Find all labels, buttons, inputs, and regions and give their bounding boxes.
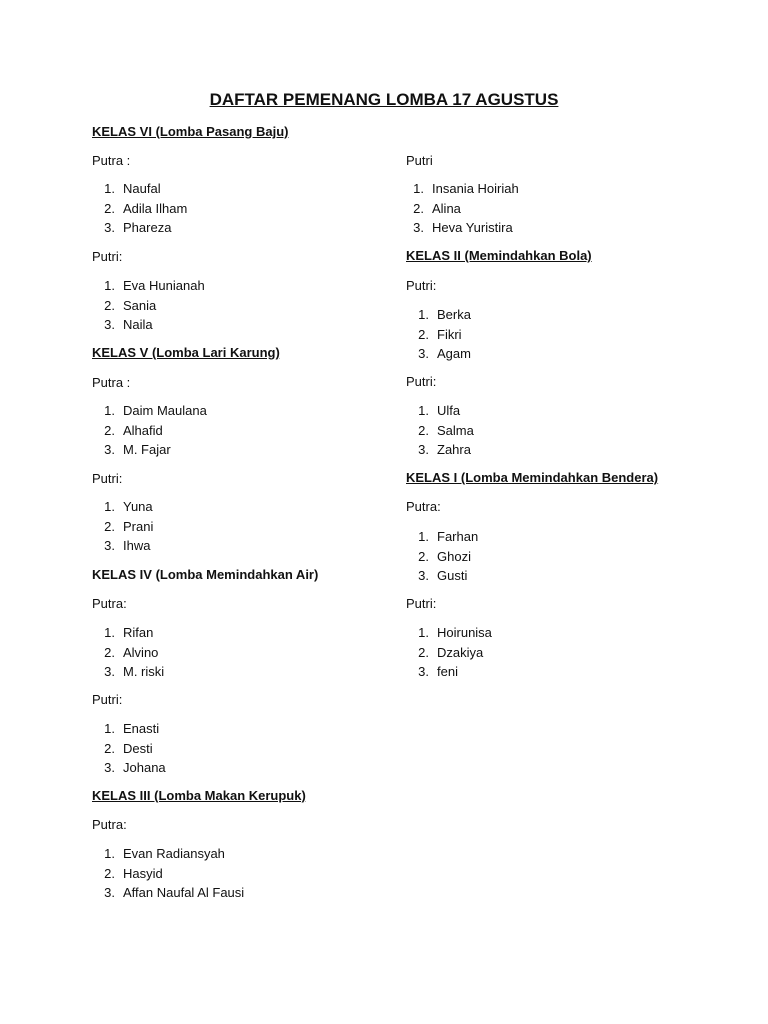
kelas-6-putri-label: Putri: [92, 249, 123, 264]
kelas-2-heading: KELAS II (Memindahkan Bola) [406, 248, 592, 263]
kelas-4-putri-label: Putri: [92, 692, 123, 707]
kelas-5-heading: KELAS V (Lomba Lari Karung) [92, 345, 280, 360]
document-title: DAFTAR PEMENANG LOMBA 17 AGUSTUS [209, 90, 559, 109]
kelas-5-putra-label: Putra : [92, 375, 131, 390]
kelas-4-heading: KELAS IV (Lomba Memindahkan Air) [92, 567, 319, 582]
kelas-1-putra-label: Putra: [406, 499, 441, 514]
kelas-6-heading: KELAS VI (Lomba Pasang Baju) [92, 124, 289, 139]
kelas-3-heading: KELAS III (Lomba Makan Kerupuk) [92, 788, 306, 803]
kelas-4-putra-label: Putra: [92, 596, 127, 611]
kelas-3-putra-label: Putra: [92, 817, 127, 832]
kelas-6-putri-extra-label: Putri [406, 153, 433, 168]
kelas-2-putri-label: Putri: [406, 374, 437, 389]
kelas-1-putri-label: Putri: [406, 596, 437, 611]
kelas-5-putri-label: Putri: [92, 471, 123, 486]
kelas-1-heading: KELAS I (Lomba Memindahkan Bendera) [406, 470, 659, 485]
kelas-2-first-label: Putri: [406, 278, 437, 293]
kelas-6-putra-label: Putra : [92, 153, 131, 168]
